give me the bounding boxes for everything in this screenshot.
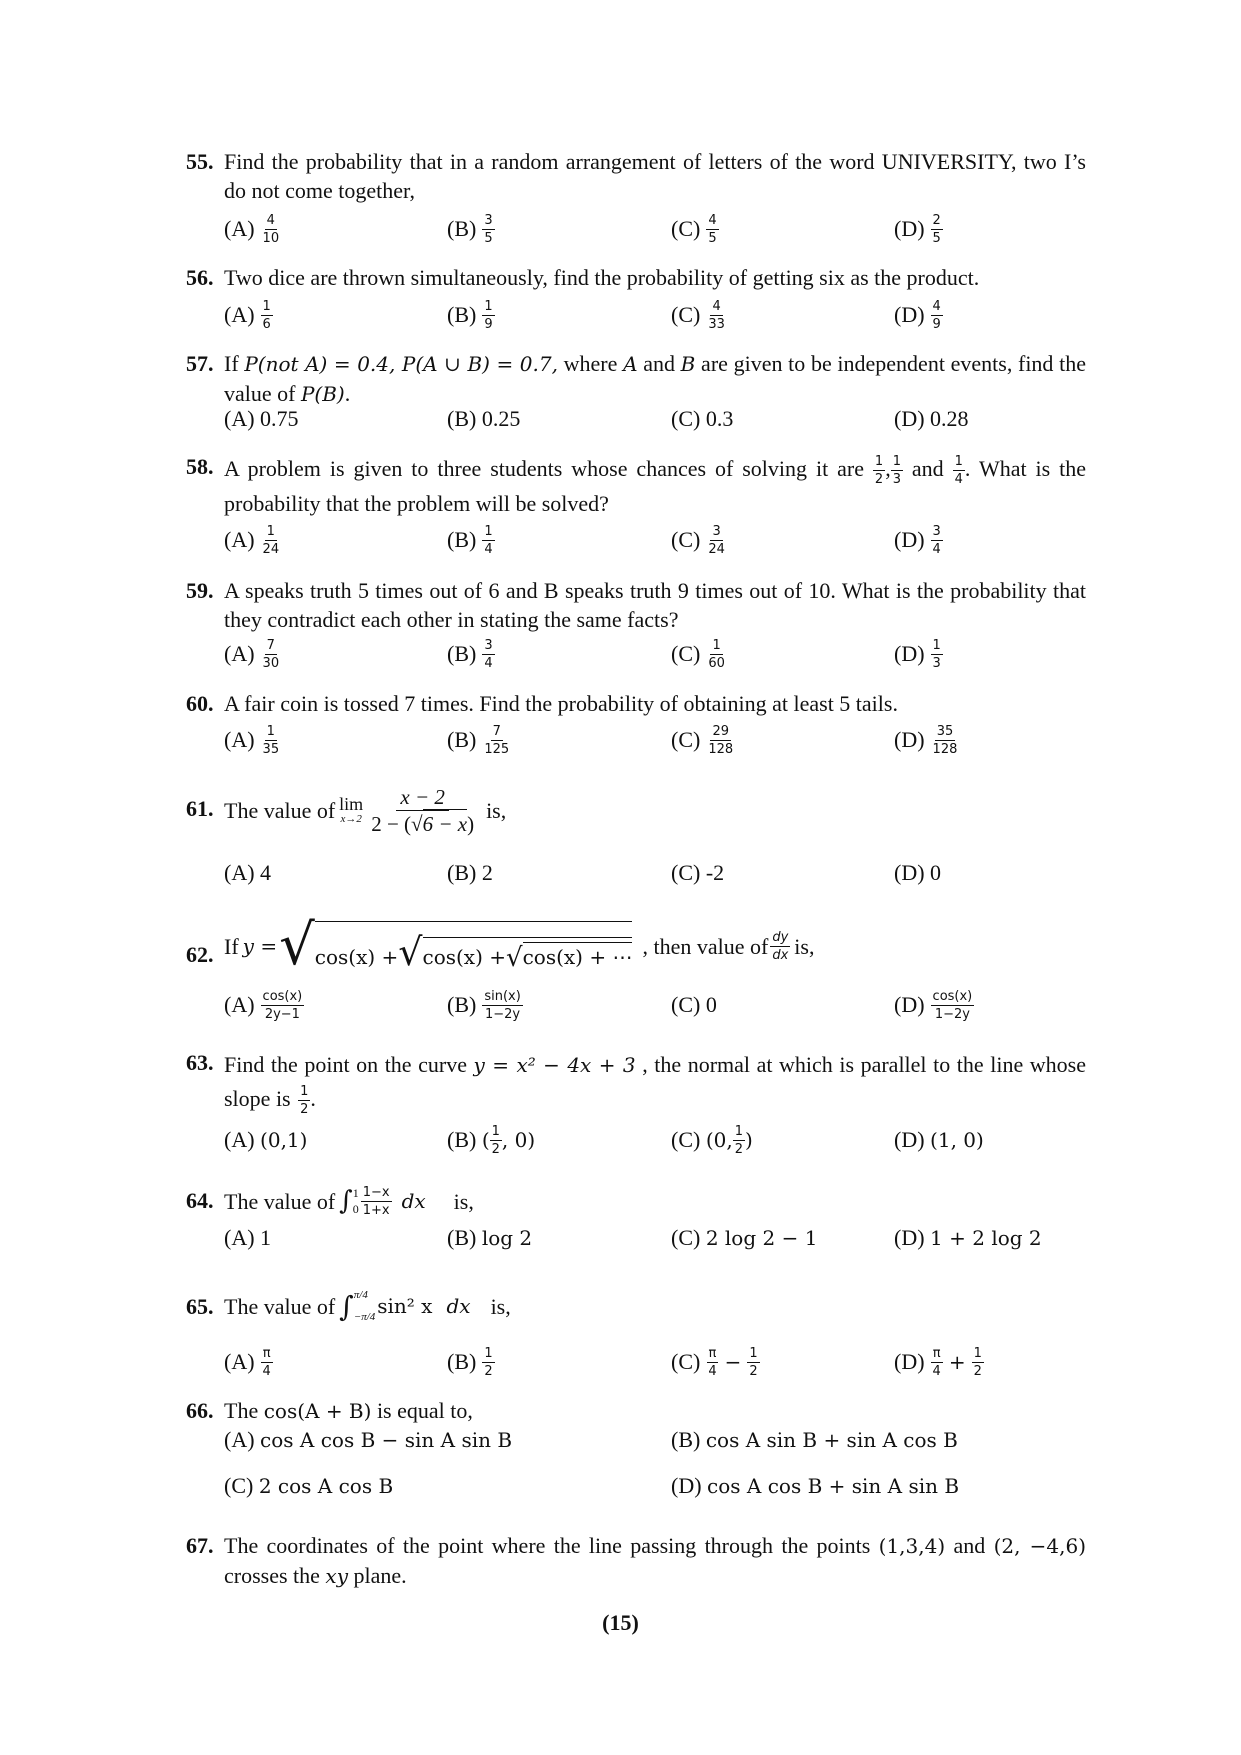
question-number: 60. <box>186 691 214 716</box>
option-a: (A) $\frac{1}{24}$ <box>224 523 280 557</box>
question-number: 62. <box>186 942 214 967</box>
option-c: (C) $\frac{29}{128}$ <box>671 723 734 757</box>
options-60 <box>224 720 1084 760</box>
option-b: (B) $\frac{7}{125}$ <box>447 723 510 757</box>
question-63 <box>186 1048 1086 1117</box>
option-d: (D) 0 <box>894 860 942 885</box>
question-58 <box>186 452 1086 520</box>
question-text: The value of lim x→2 x − 2 2 − (√6 − x) is, <box>224 784 507 836</box>
option-c: (C) -2 <box>671 860 725 885</box>
option-b: (B) cos A sin B + sin A cos B <box>671 1427 958 1452</box>
option-d: (D) $\frac{35}{128}$ <box>894 723 958 757</box>
options-61 <box>224 853 1084 893</box>
option-c: (C) 2 cos A cos B <box>224 1473 394 1498</box>
question-text: The coordinates of the point where the line passing through the points (1,3,4) and (2, −4,6) crosses the xy plane. <box>224 1533 1087 1588</box>
option-d: (D) $\frac{4}{9}$ <box>894 298 941 332</box>
question-56 <box>186 263 1086 292</box>
option-b: (B) $\frac{1}{9}$ <box>447 298 493 332</box>
option-c: (C) $\frac{3}{24}$ <box>671 523 725 557</box>
question-text: The value of ∫ 1 0 $\frac{1-x}{1+x}$ dx is, <box>224 1184 474 1218</box>
options-57 <box>224 399 1084 439</box>
question-text: If P(not A) = 0.4, P(A ∪ B) = 0.7, where A and B are given to be independent events, find the value of P(B). <box>224 351 1086 406</box>
option-d: (D) $\frac{1}{3}$ <box>894 637 941 671</box>
question-number: 63. <box>186 1050 214 1075</box>
options-64 <box>224 1218 1084 1258</box>
option-d: (D) $\frac{3}{4}$ <box>894 523 941 557</box>
question-number: 66. <box>186 1398 214 1423</box>
option-d: (D) 0.28 <box>894 406 969 431</box>
question-text: Two dice are thrown simultaneously, find the probability of getting six as the product. <box>224 265 980 290</box>
option-a: (A) 1 <box>224 1225 272 1250</box>
option-a: (A) $\frac{\cos(x)}{2y-1}$ <box>224 988 303 1022</box>
options-66-row2 <box>224 1466 1084 1506</box>
question-number: 65. <box>186 1294 214 1319</box>
question-61 <box>186 780 1086 840</box>
option-d: (D) 1 + 2 log 2 <box>894 1225 1042 1250</box>
option-c: (C) $\frac{4}{33}$ <box>671 298 725 332</box>
option-c: (C) $\frac{\pi}{4}$ − $\frac{1}{2}$ <box>671 1345 758 1379</box>
option-d: (D) $\frac{\pi}{4}$ + $\frac{1}{2}$ <box>894 1345 982 1379</box>
question-number: 64. <box>186 1188 214 1213</box>
option-c: (C) 0.3 <box>671 406 734 431</box>
question-67 <box>186 1531 1086 1591</box>
option-a: (A) $\frac{1}{6}$ <box>224 298 271 332</box>
question-number: 61. <box>186 796 214 821</box>
option-a: (A) (0,1) <box>224 1127 308 1152</box>
option-b: (B) 2 <box>447 860 493 885</box>
options-56 <box>224 295 1084 335</box>
option-b: (B) log 2 <box>447 1225 533 1250</box>
option-b: (B) 0.25 <box>447 406 521 431</box>
question-text: The value of ∫ π/4 −π/4 sin² x dx is, <box>224 1289 511 1323</box>
option-a: (A) $\frac{1}{35}$ <box>224 723 280 757</box>
option-b: (B) ( $\frac{1}{2}$ , 0) <box>447 1123 536 1157</box>
question-62 <box>186 906 1086 986</box>
options-58 <box>224 520 1084 560</box>
question-text: The cos(A + B) is equal to, <box>224 1398 473 1423</box>
option-d: (D) $\frac{2}{5}$ <box>894 212 941 246</box>
question-number: 67. <box>186 1533 214 1558</box>
question-number: 59. <box>186 578 214 603</box>
page-number: (15) <box>602 1610 639 1635</box>
question-60 <box>186 689 1086 718</box>
option-d: (D) cos A cos B + sin A sin B <box>671 1473 960 1498</box>
option-b: (B) $\frac{\sin(x)}{1-2y}$ <box>447 988 521 1022</box>
options-66-row1 <box>224 1420 1084 1460</box>
option-d: (D) $\frac{\cos(x)}{1-2y}$ <box>894 988 973 1022</box>
question-text: A speaks truth 5 times out of 6 and B speaks truth 9 times out of 10. What is the probability that they contradict each other in stating the same facts? <box>224 578 1086 632</box>
option-a: (A) 4 <box>224 860 272 885</box>
question-text: Find the point on the curve y = x² − 4x + 3 , the normal at which is parallel to the line whose slope is $\frac{1}{2}$ . <box>224 1052 1086 1118</box>
option-c: (C) $\frac{4}{5}$ <box>671 212 717 246</box>
option-a: (A) cos A cos B − sin A sin B <box>224 1427 513 1452</box>
question-55 <box>186 147 1086 205</box>
question-number: 56. <box>186 265 214 290</box>
question-number: 58. <box>186 454 214 479</box>
option-d: (D) (1, 0) <box>894 1127 984 1152</box>
options-62 <box>224 985 1084 1025</box>
question-text: A fair coin is tossed 7 times. Find the probability of obtaining at least 5 tails. <box>224 691 898 716</box>
option-a: (A) 0.75 <box>224 406 299 431</box>
question-number: 57. <box>186 351 214 376</box>
option-c: (C) 0 <box>671 992 717 1017</box>
question-text: A problem is given to three students whose chances of solving it are $\frac{1}{2}$ , $\frac{1}{3}$ and $\frac{1}{4}$ . What is the probability that the problem will be solved? <box>224 454 1087 517</box>
option-c: (C) 2 log 2 − 1 <box>671 1225 818 1250</box>
question-text: Find the probability that in a random arrangement of letters of the word UNIVERSITY, two I’s do not come together, <box>224 149 1086 203</box>
option-b: (B) $\frac{1}{2}$ <box>447 1345 493 1379</box>
options-65 <box>224 1342 1084 1382</box>
option-c: (C) $\frac{1}{60}$ <box>671 637 725 671</box>
option-b: (B) $\frac{3}{4}$ <box>447 637 493 671</box>
option-b: (B) $\frac{3}{5}$ <box>447 212 493 246</box>
option-a: (A) $\frac{7}{30}$ <box>224 637 280 671</box>
question-text: If y = √ cos(x) + √ cos(x) + √ cos(x) + ⋯ , then value of $\frac{dy}{dx}$ is, <box>224 913 815 978</box>
option-a: (A) $\frac{\pi}{4}$ <box>224 1345 271 1379</box>
option-a: (A) $\frac{4}{10}$ <box>224 212 280 246</box>
question-59 <box>186 576 1086 634</box>
options-63 <box>224 1120 1084 1160</box>
options-55 <box>224 209 1084 249</box>
option-b: (B) $\frac{1}{4}$ <box>447 523 493 557</box>
option-c: (C) (0, $\frac{1}{2}$ ) <box>671 1123 753 1157</box>
options-59 <box>224 634 1084 674</box>
question-number: 55. <box>186 149 214 174</box>
question-65 <box>186 1274 1086 1338</box>
